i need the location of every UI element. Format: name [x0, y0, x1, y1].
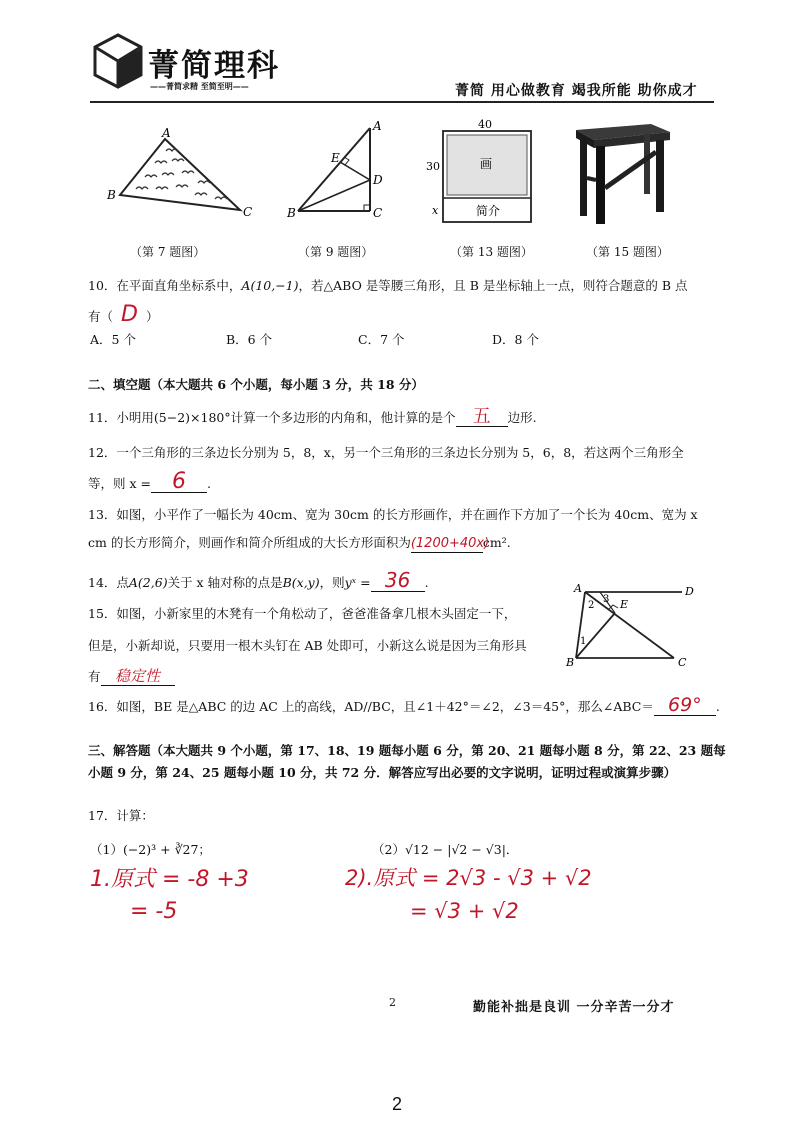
- q10-option-d[interactable]: D．8 个: [492, 332, 539, 347]
- header-rule: [90, 101, 714, 103]
- question-11-answer[interactable]: 五: [472, 406, 491, 427]
- question-17-part2: （2）√12 − |√2 − √3|．: [372, 842, 519, 857]
- header-slogan: 菁简 用心做教育 竭我所能 助你成才: [455, 83, 698, 99]
- fig13-intro-label: 简介: [476, 204, 501, 218]
- question-13-line1: 13．如图，小平作了一幅长为 40cm、宽为 30cm 的长方形画作，并在画作下方加了一个长为 40cm、宽为 x: [88, 507, 698, 522]
- figure-15-caption: （第 15 题图）: [586, 245, 669, 259]
- footer-motto: 勤能补拙是良训 一分辛苦一分才: [473, 1000, 675, 1015]
- question-13-answer[interactable]: (1200+40x): [410, 536, 490, 551]
- figure-13-caption: （第 13 题图）: [450, 245, 533, 259]
- question-10-answer[interactable]: D: [121, 302, 138, 327]
- question-12-line2: 等，则 x = 6 .: [88, 469, 211, 494]
- fig16-label-a: A: [574, 582, 582, 595]
- figure-13: [420, 118, 540, 228]
- question-15-answer[interactable]: 稳定性: [115, 667, 161, 685]
- section-2-title: 二、填空题（本大题共 6 个小题，每小题 3 分，共 18 分）: [88, 377, 424, 392]
- question-17-part1: （1）(−2)³ + ∛27；: [90, 842, 211, 857]
- figure-15: [566, 118, 676, 228]
- fig16-label-c: C: [678, 656, 687, 669]
- q10-option-a[interactable]: A．5 个: [90, 332, 136, 347]
- fig7-label-c: C: [243, 205, 253, 219]
- page-number: 2: [392, 1094, 403, 1114]
- question-10: 10．在平面直角坐标系中，A(10,−1)，若△ABO 是等腰三角形，且 B 是坐标轴上一点，则符合题意的 B 点: [88, 278, 688, 293]
- fig9-label-a: A: [373, 119, 382, 133]
- fig16-label-e: E: [620, 598, 629, 611]
- figure-9: [283, 118, 393, 228]
- question-15-line1: 15．如图，小新家里的木凳有一个角松动了，爸爸准备拿几根木头固定一下，: [88, 606, 517, 621]
- q10-option-c[interactable]: C．7 个: [358, 332, 405, 347]
- logo-subtitle: ——菁简求精 至简至明——: [150, 82, 249, 91]
- fig9-label-b: B: [287, 206, 296, 220]
- question-10-answer-line: 有（ D ）: [88, 302, 159, 327]
- fig13-x-label: x: [432, 204, 439, 217]
- question-12-line1: 12．一个三角形的三条边长分别为 5，8，x，另一个三角形的三条边长分别为 5，6，8，若这两个三角形全: [88, 445, 684, 460]
- question-12-answer[interactable]: 6: [171, 469, 186, 494]
- inner-page-number: 2: [389, 996, 396, 1009]
- figure-16: [562, 580, 702, 670]
- figure-9-caption: （第 9 题图）: [298, 245, 374, 259]
- fig7-label-b: B: [107, 188, 116, 202]
- fig16-angle-3: 3: [603, 594, 610, 605]
- question-16-answer[interactable]: 69°: [668, 694, 702, 716]
- question-14-answer[interactable]: 36: [384, 568, 411, 592]
- fig13-painting-label: 画: [480, 157, 493, 171]
- question-11: 11．小明用(5−2)×180°计算一个多边形的内角和，他计算的是个 五 边形.: [88, 406, 537, 427]
- section-3-title-line2: 小题 9 分，第 24、25 题每小题 10 分，共 72 分．解答应写出必要的文字说明，证明过程或演算步骤）: [88, 765, 677, 780]
- question-17-work1-line1: 1.原式 = -8 +3: [90, 867, 249, 892]
- question-14: 14．点A(2,6)关于 x 轴对称的点是B(x,y)，则yˣ = 36 .: [88, 568, 429, 592]
- fig13-height-label: 30: [426, 160, 440, 173]
- fig16-angle-2: 2: [588, 600, 595, 611]
- question-15-line2: 但是，小新却说，只要用一根木头钉在 AB 处即可，小新这么说是因为三角形具: [88, 638, 527, 653]
- fig16-label-d: D: [685, 585, 694, 598]
- fig16-angle-1: 1: [580, 636, 587, 647]
- fig13-width-label: 40: [478, 118, 492, 131]
- figure-7: [100, 125, 260, 225]
- question-17-work1-line2: = -5: [130, 899, 178, 924]
- fig9-label-d: D: [373, 173, 383, 187]
- fig7-label-a: A: [162, 126, 171, 140]
- q10-option-b[interactable]: B．6 个: [226, 332, 273, 347]
- question-17-work2-line1: 2).原式 = 2√3 - √3 + √2: [345, 866, 592, 890]
- section-3-title-line1: 三、解答题（本大题共 9 个小题，第 17、18、19 题每小题 6 分，第 20、21 题每小题 8 分，第 22、23 题每: [88, 743, 726, 758]
- header: [0, 0, 794, 110]
- fig9-label-e: E: [331, 151, 340, 165]
- question-17-title: 17．计算：: [88, 808, 154, 823]
- fig16-label-b: B: [566, 656, 575, 669]
- logo-cube-icon: [92, 32, 144, 90]
- question-15-line3: 有 稳定性: [88, 668, 175, 686]
- logo-title: 菁简理科: [148, 48, 280, 84]
- question-16: 16．如图，BE 是△ABC 的边 AC 上的高线，AD//BC，且∠1＋42°＝∠2，∠3＝45°，那么∠ABC＝ 69° .: [88, 694, 720, 716]
- fig9-label-c: C: [373, 206, 383, 220]
- question-13-line2: cm 的长方形简介，则画作和简介所组成的大长方形面积为(1200+40x)cm².: [88, 535, 511, 551]
- question-17-work2-line2: = √3 + √2: [410, 899, 519, 923]
- figure-7-caption: （第 7 题图）: [130, 245, 206, 259]
